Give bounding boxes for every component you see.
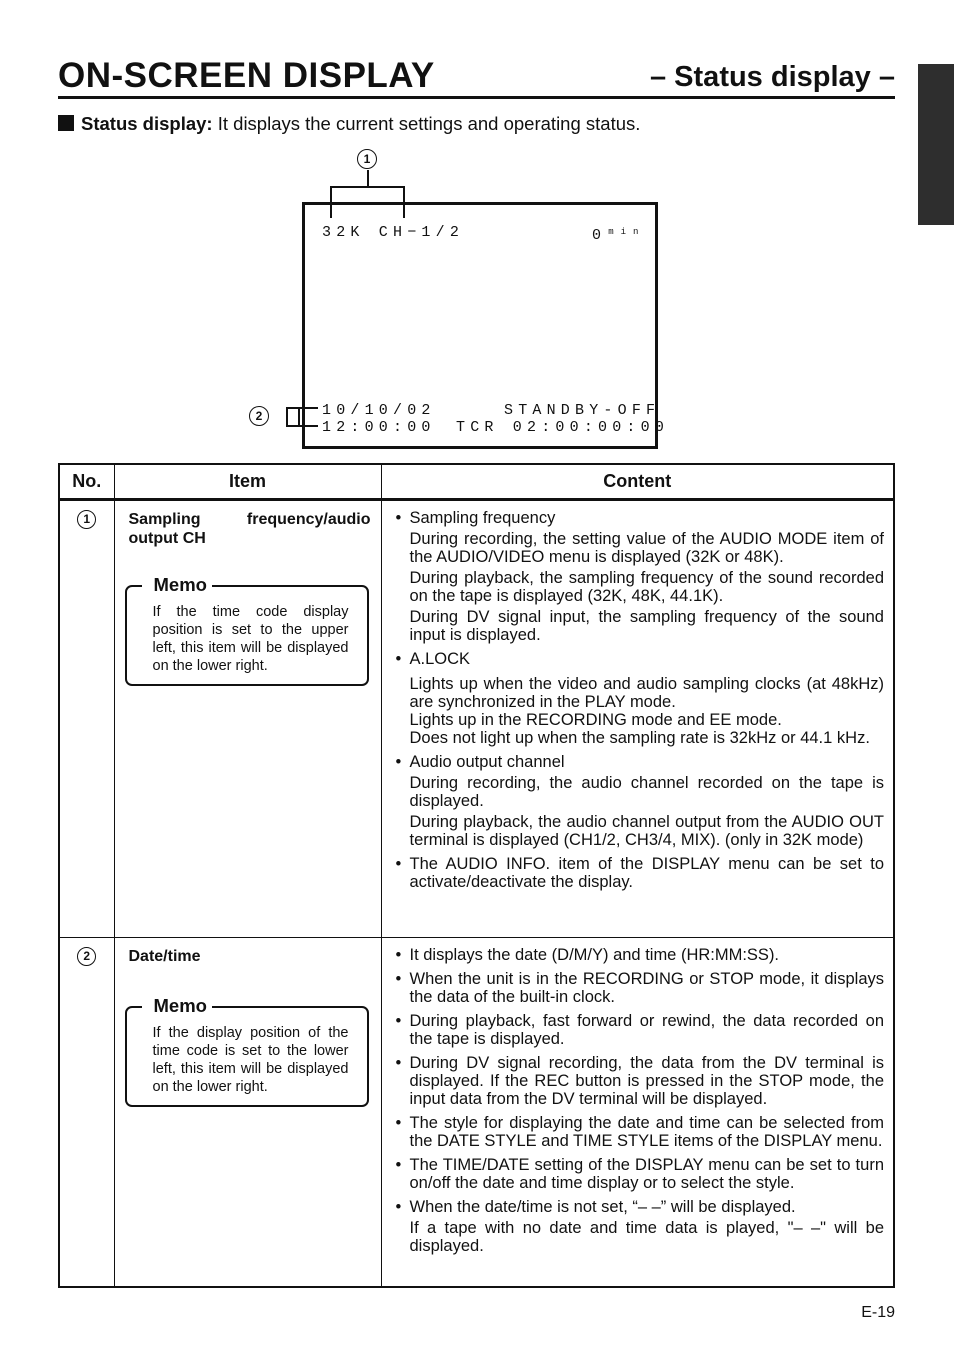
bullet-text: During playback, the sampling frequency of the sound recorded on the tape is displayed (32K, 48K, 44.1K). — [409, 569, 884, 605]
osd-status: STANDBY-OFF — [504, 402, 661, 419]
osd-remaining-unit: min — [608, 227, 646, 237]
bullet-text: • The AUDIO INFO. item of the DISPLAY menu can be set to activate/deactivate the display. — [409, 855, 884, 891]
memo-label: Memo — [142, 574, 212, 596]
section-subtitle: – Status display – — [650, 61, 895, 93]
memo-label: Memo — [142, 995, 212, 1017]
memo-text: If the display position of the time code is set to the lower left, this item will be displayed on the lower right. — [152, 1025, 349, 1095]
bullet-text: Does not light up when the sampling rate is 32kHz or 44.1 kHz. — [409, 729, 870, 747]
content-bullet — [396, 970, 885, 1006]
bullet-text: • The TIME/DATE setting of the DISPLAY menu can be set to turn on/off the date and time display or to select the style. — [409, 1156, 884, 1192]
bullet-text: • When the date/time is not set, “– –” will be displayed. — [409, 1198, 796, 1216]
content-bullet — [396, 1012, 885, 1048]
square-bullet-icon — [58, 115, 74, 131]
intro-paragraph — [58, 112, 640, 136]
osd-remaining-value: 0 — [592, 227, 607, 244]
bullet-text: • The style for displaying the date and time can be selected from the DATE STYLE and TIME STYLE items of the DISPLAY menu. — [409, 1114, 884, 1150]
bullet-text: Lights up in the RECORDING mode and EE mode. — [409, 711, 782, 729]
row-number-cell — [59, 500, 114, 938]
callout-2-bottom-leg — [286, 425, 318, 427]
content-bullet — [396, 1054, 885, 1108]
intro-text: It displays the current settings and operating status. — [212, 113, 641, 134]
callout-1-stem — [367, 170, 369, 187]
callout-2-icon: 2 — [249, 406, 269, 426]
item-cell — [114, 938, 381, 1287]
memo-box — [125, 995, 369, 1107]
osd-remaining-time — [592, 224, 645, 244]
section-tab-marker — [918, 64, 954, 225]
content-bullet — [396, 753, 885, 849]
column-header-content: Content — [381, 464, 894, 500]
bullet-text: During DV signal input, the sampling frequency of the sound input is displayed. — [409, 608, 884, 644]
content-cell — [381, 938, 894, 1287]
content-bullet — [396, 1156, 885, 1192]
content-bullet — [396, 650, 885, 747]
content-bullet — [396, 946, 885, 964]
osd-timecode: TCR 02:00:00:00 — [456, 419, 670, 436]
table-row — [59, 500, 894, 938]
bullet-text: During recording, the audio channel recorded on the tape is displayed. — [409, 774, 884, 810]
osd-date: 10/10/02 — [322, 402, 436, 419]
row-number-cell — [59, 938, 114, 1287]
page-title: ON-SCREEN DISPLAY — [58, 56, 435, 95]
callout-2-inner-tick — [298, 407, 300, 426]
callout-2-top-leg — [286, 407, 318, 409]
memo-text: If the time code display position is set to the upper left, this item will be displayed on the lower right. — [152, 604, 349, 674]
bullet-text: Lights up when the video and audio sampling clocks (at 48kHz) are synchronized in the PLAY mode. — [409, 675, 884, 711]
content-cell — [381, 500, 894, 938]
page-number: E-19 — [861, 1304, 895, 1321]
bullet-text: If a tape with no date and time data is played, "– –" will be displayed. — [409, 1219, 884, 1255]
memo-box — [125, 574, 369, 686]
item-title: Date/time — [128, 948, 201, 965]
intro-lead: Status display: — [81, 113, 213, 134]
item-cell — [114, 500, 381, 938]
content-bullet — [396, 1114, 885, 1150]
table-row — [59, 938, 894, 1287]
content-bullet — [396, 855, 885, 891]
content-bullet — [396, 509, 885, 644]
callout-1-bracket — [330, 186, 404, 188]
bullet-text: • It displays the date (D/M/Y) and time (HR:MM:SS). — [409, 946, 780, 964]
status-display-screen — [302, 202, 670, 449]
callout-2-bracket — [286, 407, 288, 426]
status-items-table — [58, 463, 895, 1288]
row-number-1: 1 — [77, 510, 96, 529]
column-header-no: No. — [59, 464, 114, 500]
bullet-text: During playback, the audio channel output from the AUDIO OUT terminal is displayed (CH1/2, CH3/4, MIX). (only in 32K mode) — [409, 813, 884, 849]
item-title: Sampling frequency/audio output CH — [128, 511, 371, 547]
page-header — [58, 56, 895, 99]
osd-audio-info: 32K CH−1/2 — [322, 224, 465, 241]
column-header-item: Item — [114, 464, 381, 500]
osd-time: 12:00:00 — [322, 419, 436, 436]
bullet-text: • During DV signal recording, the data from the DV terminal is displayed. If the REC button is pressed in the STOP mode, the input data from the DV terminal will be displayed. — [409, 1054, 884, 1108]
bullet-heading: • A.LOCK — [409, 650, 471, 668]
content-bullet — [396, 1198, 885, 1255]
bullet-text: During recording, the setting value of the AUDIO MODE item of the AUDIO/VIDEO menu is displayed (32K or 48K). — [409, 530, 884, 566]
callout-1-icon: 1 — [357, 149, 377, 169]
table-header-row — [59, 464, 894, 500]
bullet-heading: • Audio output channel — [409, 753, 565, 771]
bullet-text: • During playback, fast forward or rewind, the data recorded on the tape is displayed. — [409, 1012, 884, 1048]
bullet-heading: • Sampling frequency — [409, 509, 556, 527]
bullet-text: • When the unit is in the RECORDING or STOP mode, it displays the data of the built-in clock. — [409, 970, 884, 1006]
row-number-2: 2 — [77, 947, 96, 966]
